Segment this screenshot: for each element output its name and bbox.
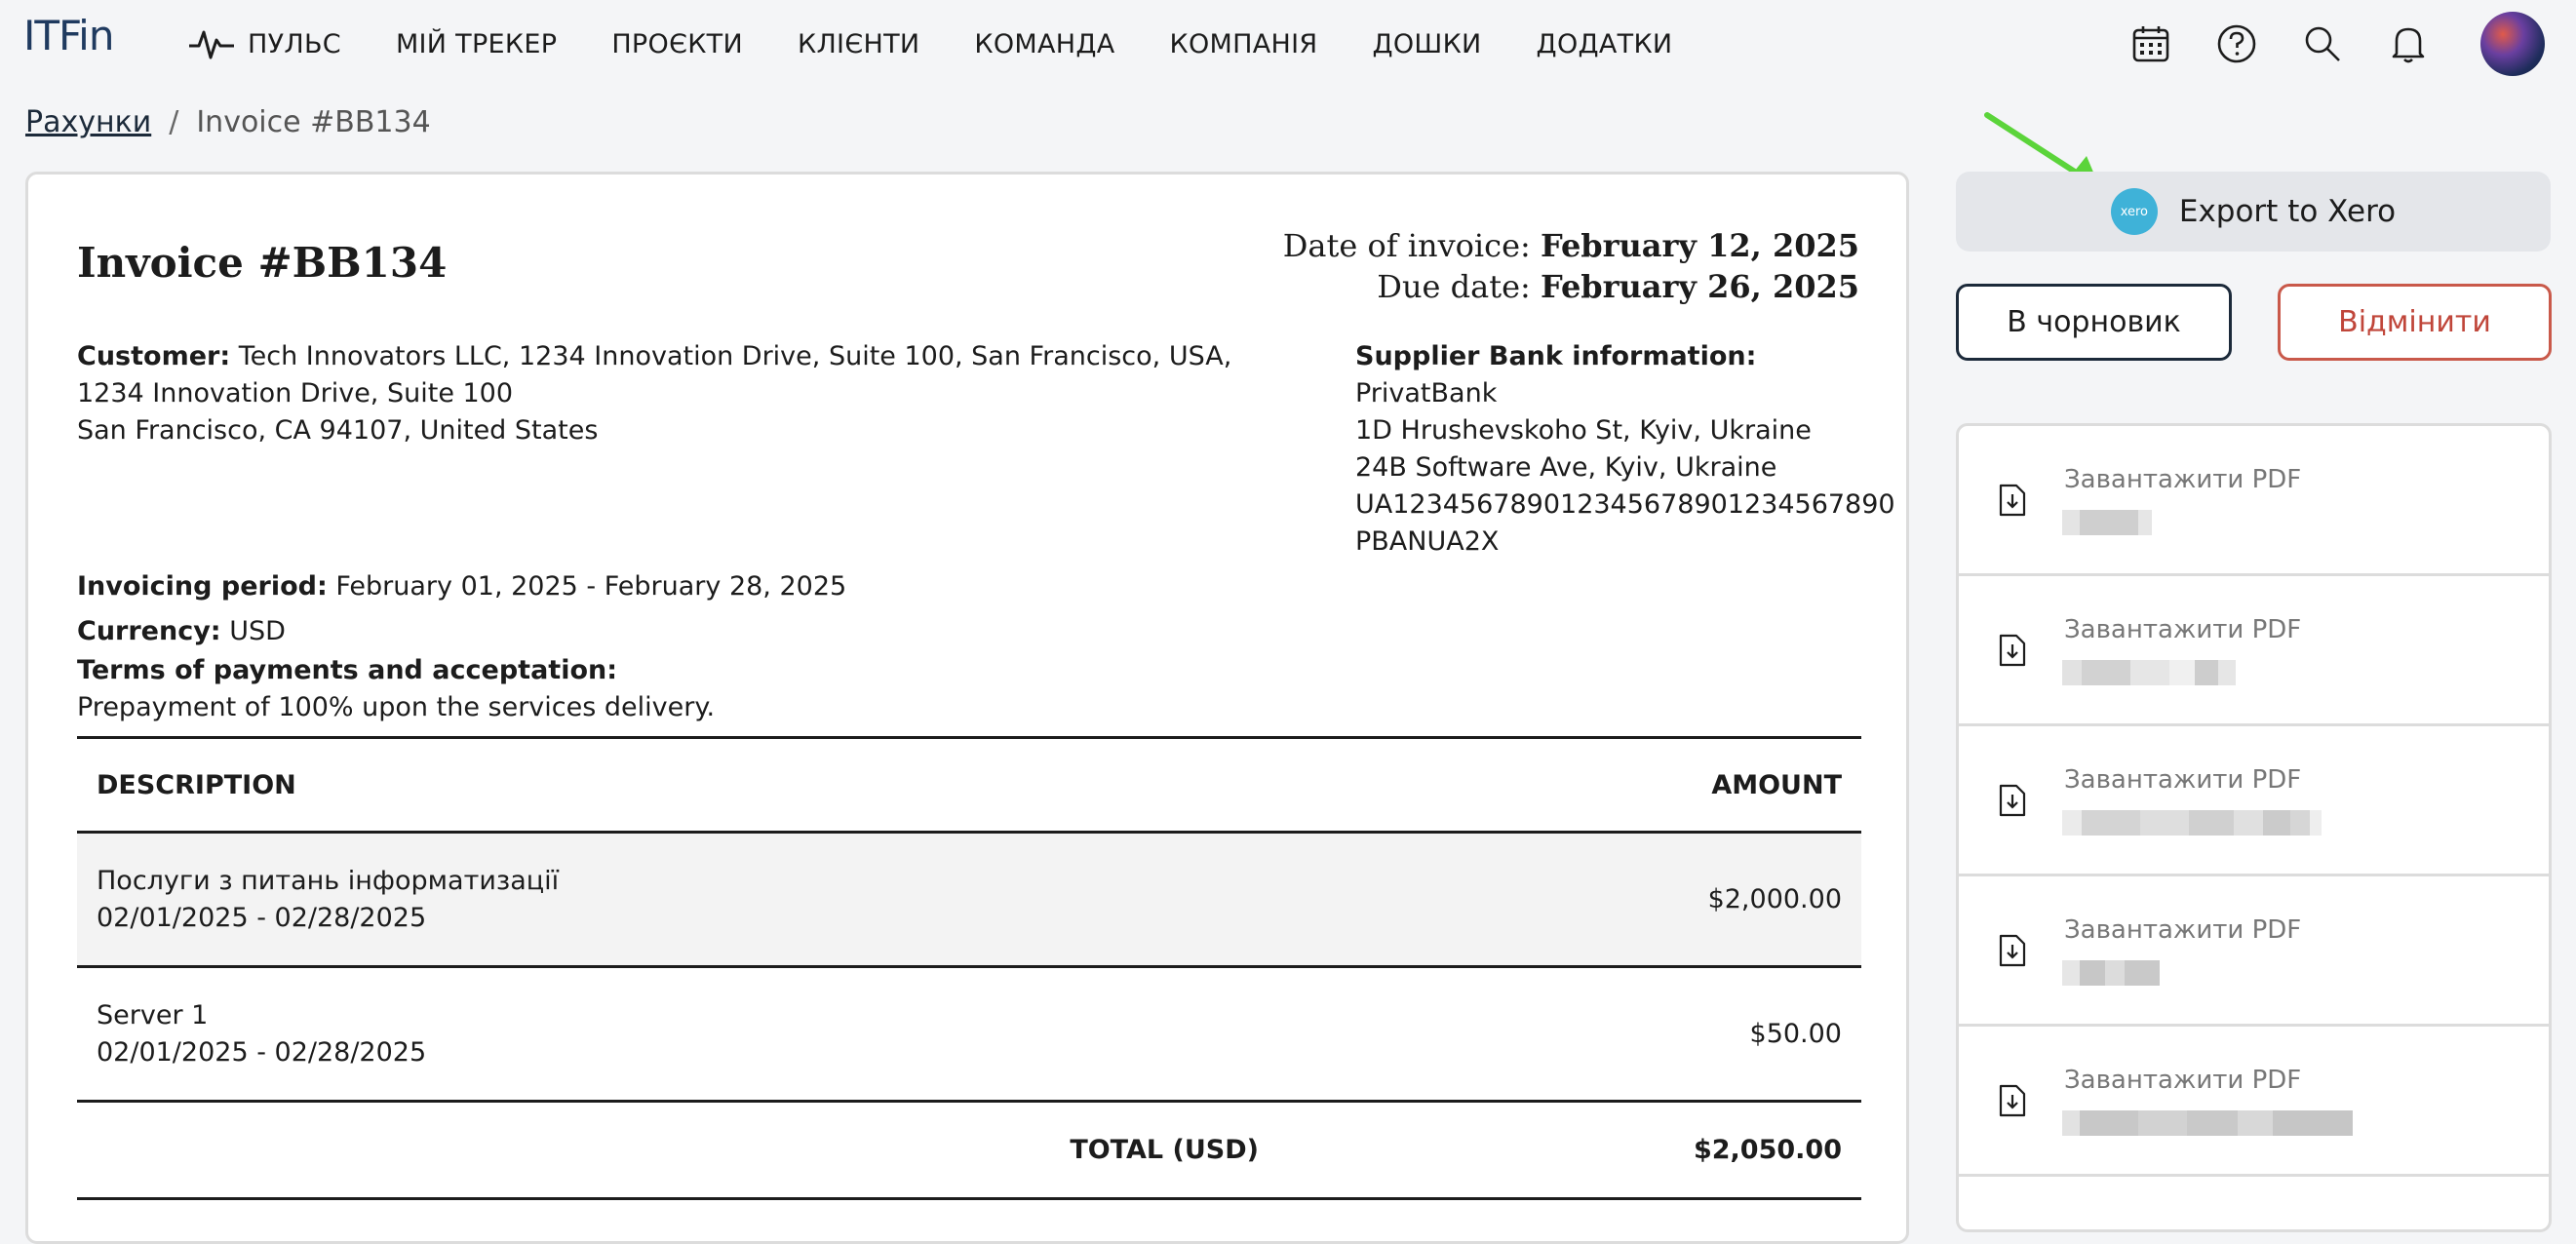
supplier-address-2: 24B Software Ave, Kyiv, Ukraine	[1355, 452, 1777, 483]
table-total-row	[77, 1103, 1861, 1200]
supplier-label: Supplier Bank information:	[1355, 341, 1757, 371]
download-file-icon	[1998, 933, 2027, 968]
pdf-download-item[interactable]	[1959, 576, 2549, 726]
pdf-download-item[interactable]	[1959, 876, 2549, 1027]
row-title: Послуги з питань інформатизації	[97, 865, 560, 896]
supplier-bank-block	[1355, 338, 1895, 561]
main-nav	[187, 0, 1727, 88]
pdf-download-item[interactable]	[1959, 726, 2549, 876]
invoice-title: Invoice #BB134	[77, 239, 448, 287]
row-period: 02/01/2025 - 02/28/2025	[97, 902, 427, 933]
nav-item-company[interactable]	[1170, 29, 1318, 59]
nav-item-boards[interactable]	[1372, 29, 1481, 59]
nav-item-pulse[interactable]	[187, 24, 341, 63]
invoice-date-label: Date of invoice:	[1282, 227, 1531, 264]
pdf-download-list	[1956, 423, 2552, 1232]
redacted-filename	[2062, 510, 2152, 535]
invoice-card	[25, 172, 1909, 1244]
terms-value: Prepayment of 100% upon the services delivery.	[77, 692, 716, 722]
breadcrumb-separator: /	[169, 105, 179, 139]
table-row	[77, 834, 1861, 968]
pdf-download-label: Завантажити PDF	[2064, 915, 2302, 945]
redacted-filename	[2062, 660, 2236, 685]
currency-value: USD	[229, 616, 286, 646]
nav-item-label: ПРОЄКТИ	[611, 28, 743, 59]
row-amount: $50.00	[1749, 1018, 1842, 1049]
nav-item-addons[interactable]	[1537, 29, 1673, 59]
redacted-filename	[2062, 1110, 2353, 1136]
supplier-address-1: 1D Hrushevskoho St, Kyiv, Ukraine	[1355, 415, 1812, 446]
nav-item-label: ПУЛЬС	[248, 28, 341, 59]
nav-item-label: ДОДАТКИ	[1536, 28, 1673, 59]
invoice-meta	[77, 564, 846, 654]
nav-item-clients[interactable]	[798, 29, 919, 59]
column-header-amount: AMOUNT	[1711, 769, 1842, 800]
invoice-dates	[1283, 225, 1859, 307]
supplier-swift: PBANUA2X	[1355, 526, 1500, 557]
nav-item-label: КОМАНДА	[974, 28, 1115, 59]
invoice-table	[77, 736, 1861, 1200]
pulse-icon	[187, 24, 236, 63]
supplier-iban: UA12345678901234567890123456789​0	[1355, 489, 1895, 520]
pdf-download-label: Завантажити PDF	[2064, 765, 2302, 795]
period-value: February 01, 2025 - February 28, 2025	[335, 571, 847, 602]
export-to-xero-button[interactable]	[1956, 172, 2551, 252]
table-header	[77, 736, 1861, 834]
top-icons	[2087, 0, 2576, 88]
column-header-description: DESCRIPTION	[97, 769, 296, 800]
nav-item-team[interactable]	[974, 29, 1114, 59]
help-icon[interactable]	[2215, 22, 2258, 65]
customer-block	[77, 338, 1306, 449]
row-title: Server 1	[97, 999, 209, 1030]
row-period: 02/01/2025 - 02/28/2025	[97, 1036, 427, 1068]
pdf-download-item[interactable]	[1959, 1027, 2549, 1177]
pdf-download-label: Завантажити PDF	[2064, 1066, 2302, 1095]
table-row	[77, 968, 1861, 1103]
download-file-icon	[1998, 633, 2027, 668]
app-logo[interactable]: ITFin	[23, 12, 114, 59]
due-date-label: Due date:	[1377, 268, 1531, 305]
customer-label: Customer:	[77, 341, 231, 371]
avatar[interactable]	[2480, 12, 2545, 76]
due-date-value: February 26, 2025	[1540, 268, 1859, 305]
currency-label: Currency:	[77, 616, 221, 646]
download-file-icon	[1998, 483, 2027, 518]
breadcrumb-invoices-link[interactable]: Рахунки	[25, 105, 152, 139]
breadcrumb	[25, 105, 431, 139]
supplier-bank-name: PrivatBank	[1355, 378, 1498, 408]
draft-button[interactable]: В чорновик	[1956, 284, 2232, 361]
pdf-download-label: Завантажити PDF	[2064, 615, 2302, 644]
period-label: Invoicing period:	[77, 571, 328, 602]
breadcrumb-current: Invoice #BB134	[196, 105, 431, 139]
top-navigation-bar	[0, 0, 2576, 88]
redacted-filename	[2062, 960, 2160, 986]
search-icon[interactable]	[2301, 22, 2344, 65]
nav-item-label: ДОШКИ	[1372, 28, 1482, 59]
terms-block	[77, 652, 715, 726]
nav-item-projects[interactable]	[611, 29, 743, 59]
customer-city: San Francisco, CA 94107, United States	[77, 415, 599, 446]
download-file-icon	[1998, 783, 2027, 818]
nav-item-label: КОМПАНІЯ	[1169, 28, 1318, 59]
pdf-download-item-partial[interactable]	[1959, 1177, 2549, 1232]
cancel-button[interactable]: Відмінити	[2278, 284, 2552, 361]
xero-logo-icon: xero	[2111, 188, 2158, 235]
invoice-date-value: February 12, 2025	[1540, 227, 1859, 264]
download-file-icon	[1998, 1083, 2027, 1118]
terms-label: Terms of payments and acceptation:	[77, 655, 618, 685]
nav-item-label: КЛІЄНТИ	[797, 28, 920, 59]
pdf-download-item[interactable]	[1959, 426, 2549, 576]
redacted-filename	[2062, 810, 2322, 836]
nav-item-label: МІЙ ТРЕКЕР	[395, 28, 558, 59]
total-value: $2,050.00	[1693, 1135, 1842, 1165]
row-amount: $2,000.00	[1707, 883, 1842, 914]
customer-address: Tech Innovators LLC, 1234 Innovation Drive, Suite 100, San Francisco, USA, 1234 Innovation Drive, Suite 100	[77, 341, 1232, 408]
nav-item-my-tracker[interactable]	[396, 29, 557, 59]
export-to-xero-label: Export to Xero	[2178, 194, 2397, 229]
total-label: TOTAL (USD)	[1070, 1135, 1259, 1165]
bell-icon[interactable]	[2387, 22, 2430, 65]
calendar-icon[interactable]	[2129, 22, 2172, 65]
pdf-download-label: Завантажити PDF	[2064, 465, 2302, 494]
